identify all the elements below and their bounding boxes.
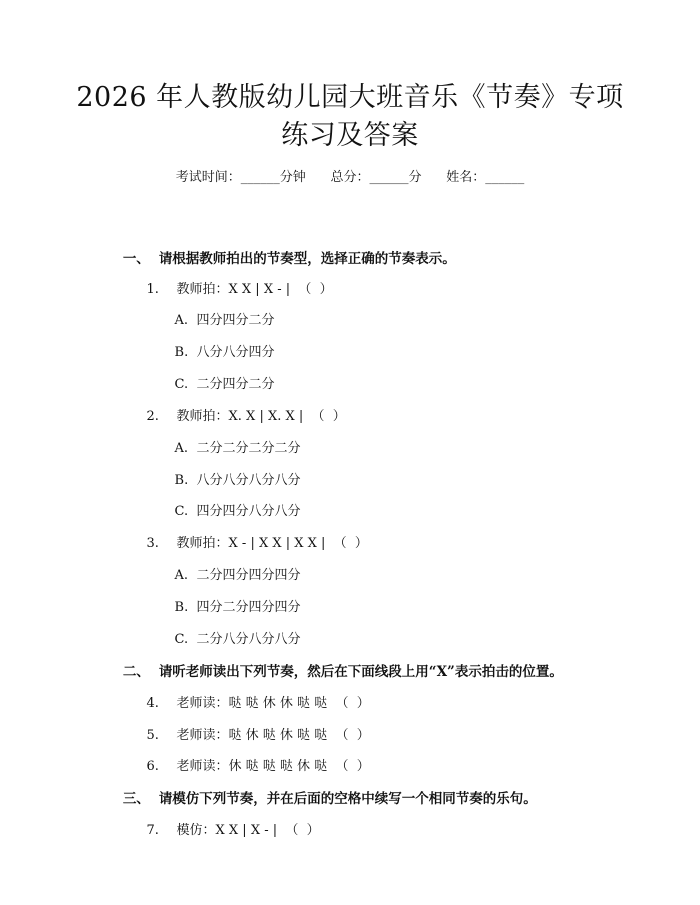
- document-title-line1: 2026 年人教版幼儿园大班音乐《节奏》专项: [76, 82, 624, 113]
- option-text: 四分二分四分四分: [196, 600, 301, 615]
- option-text: 四分四分八分八分: [196, 504, 301, 519]
- question-text: 老师读：休 哒 哒 哒 休 哒 （ ）: [176, 759, 370, 774]
- option-text: 二分四分二分: [196, 377, 275, 392]
- section-text: 请模仿下列节奏，并在后面的空格中续写一个相同节奏的乐句。: [158, 791, 537, 807]
- question-text: 教师拍：X X | X - | （ ）: [176, 282, 333, 297]
- document-title-line2: 练习及答案: [281, 120, 419, 151]
- question-text: 老师读：哒 哒 休 休 哒 哒 （ ）: [176, 696, 370, 711]
- question-text: 教师拍：X - | X X | X X | （ ）: [176, 536, 368, 551]
- exam-info-line: 考试时间：______分钟 总分：______分 姓名：______: [175, 170, 525, 185]
- option-key: B.: [174, 345, 189, 360]
- option-text: 八分八分八分八分: [196, 473, 301, 488]
- section-text: 请根据教师拍出的节奏型，选择正确的节奏表示。: [158, 251, 456, 267]
- option-text: 二分四分四分四分: [196, 568, 301, 583]
- option-key: A.: [174, 313, 189, 328]
- option-text: 八分八分四分: [196, 345, 275, 360]
- option-key: B.: [174, 473, 189, 488]
- option-key: A.: [174, 441, 189, 456]
- option-text: 四分四分二分: [196, 313, 275, 328]
- question-number: 1.: [146, 282, 159, 297]
- section-number: 二、: [122, 664, 150, 680]
- question-number: 6.: [146, 759, 159, 774]
- question-number: 3.: [146, 536, 159, 551]
- option-text: 二分二分二分二分: [196, 441, 301, 456]
- option-key: C.: [174, 377, 189, 392]
- question-number: 5.: [146, 728, 159, 743]
- question-text: 模仿：X X | X - | （ ）: [176, 823, 320, 838]
- question-text: 老师读：哒 休 哒 休 哒 哒 （ ）: [176, 728, 370, 743]
- question-7: [130, 801, 320, 861]
- section-number: 三、: [122, 791, 150, 807]
- option-text: 二分八分八分八分: [196, 632, 301, 647]
- section-number: 一、: [122, 251, 150, 267]
- option-key: C.: [174, 504, 189, 519]
- question-number: 4.: [146, 696, 159, 711]
- option-key: A.: [174, 568, 189, 583]
- section-text: 请听老师读出下列节奏，然后在下面线段上用“X”表示拍击的位置。: [158, 664, 563, 680]
- question-text: 教师拍：X. X | X. X | （ ）: [176, 409, 346, 424]
- option-key: B.: [174, 600, 189, 615]
- question-number: 7.: [146, 823, 159, 838]
- option-key: C.: [174, 632, 189, 647]
- question-number: 2.: [146, 409, 159, 424]
